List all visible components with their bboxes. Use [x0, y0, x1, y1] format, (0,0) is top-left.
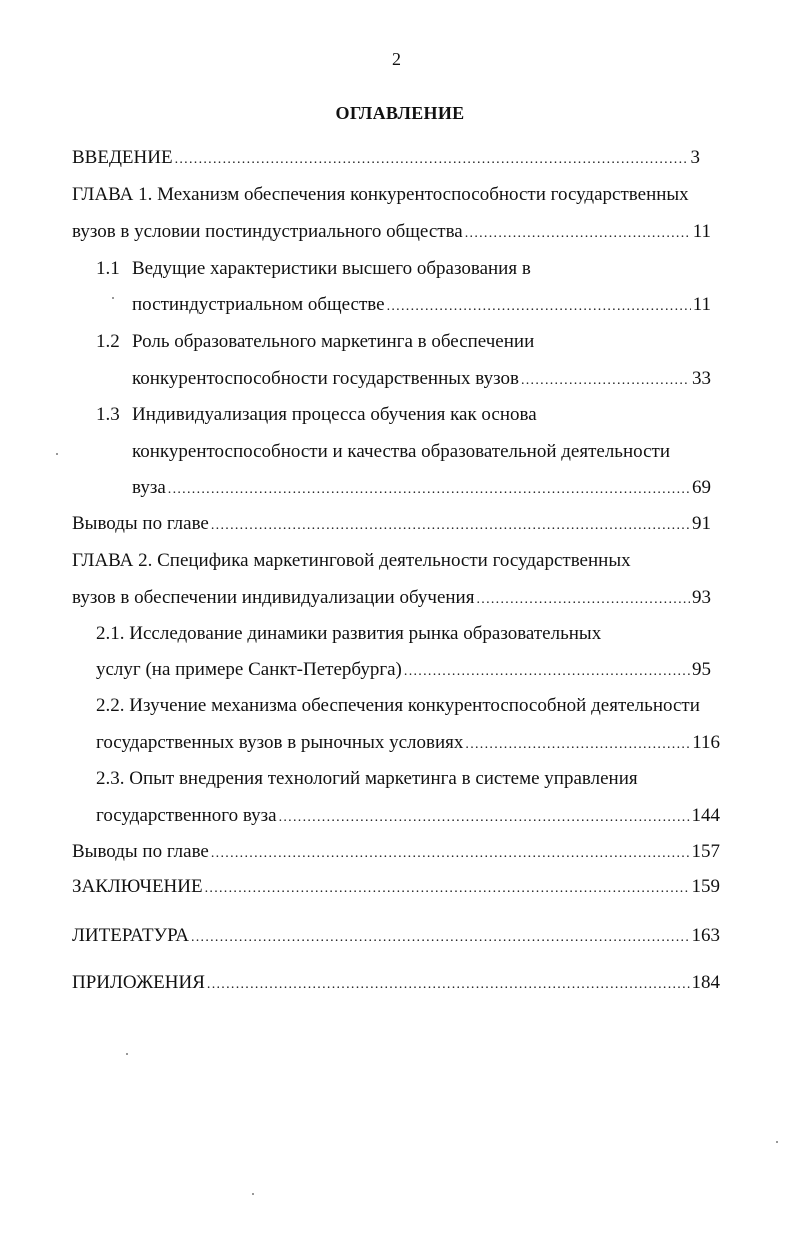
toc-entry-text: ЛИТЕРАТУРА [72, 925, 189, 946]
section-title: Индивидуализация процесса обучения как основа [132, 404, 537, 425]
dot-leader [205, 877, 690, 901]
toc-section-2-2-line-1[interactable]: 2.2. Изучение механизма обеспечения конкурентоспособной деятельности [96, 695, 700, 716]
dot-leader [465, 733, 690, 757]
toc-page-number: 163 [691, 925, 720, 946]
dot-leader [207, 973, 690, 997]
page-number: 2 [392, 49, 401, 69]
toc-section-1-2-line-1[interactable] [96, 330, 534, 354]
toc-page-number: 184 [691, 972, 720, 993]
dot-leader [387, 295, 691, 319]
dot-leader [168, 478, 690, 502]
toc-entry-text: конкурентоспособности государственных вузов [132, 368, 519, 389]
dot-leader [521, 369, 690, 393]
scan-speck [112, 297, 114, 299]
toc-page-number: 159 [691, 876, 720, 897]
toc-page-number: 93 [692, 587, 711, 608]
section-number: 1.1 [96, 258, 120, 279]
toc-page-number: 116 [692, 732, 720, 753]
section-title: Ведущие характеристики высшего образования в [132, 258, 531, 279]
toc-entry-literature[interactable] [72, 924, 720, 948]
toc-page-number: 144 [691, 805, 720, 826]
toc-page-number: 157 [691, 841, 720, 862]
toc-entry-chapter-1-conclusions[interactable] [72, 512, 711, 536]
toc-entry-text: услуг (на примере Санкт-Петербурга) [96, 659, 402, 680]
toc-entry-text: ВВЕДЕНИЕ [72, 147, 173, 168]
toc-page-number: 33 [692, 368, 711, 389]
toc-entry-section-2-2[interactable] [96, 731, 720, 755]
toc-entry-text: вузов в обеспечении индивидуализации обучения [72, 587, 475, 608]
toc-entry-text: Выводы по главе [72, 841, 209, 862]
toc-section-1-3-line-2[interactable]: конкурентоспособности и качества образовательной деятельности [132, 441, 671, 462]
toc-chapter-1-line-1[interactable]: ГЛАВА 1. Механизм обеспечения конкурентоспособности государственных [72, 184, 689, 205]
dot-leader [211, 514, 690, 538]
toc-entry-text: государственного вуза [96, 805, 277, 826]
dot-leader [175, 148, 689, 172]
scan-speck [776, 1141, 778, 1143]
toc-page-number: 3 [690, 147, 700, 168]
toc-entry-chapter-2[interactable] [72, 586, 711, 610]
toc-entry-section-1-3[interactable] [132, 476, 711, 500]
toc-entry-conclusion[interactable] [72, 875, 720, 899]
toc-entry-chapter-1[interactable] [72, 220, 711, 244]
dot-leader [465, 222, 691, 246]
scan-speck [56, 453, 58, 455]
toc-page-number: 11 [692, 294, 711, 315]
toc-section-1-3-line-1[interactable] [96, 403, 537, 427]
toc-entry-section-1-2[interactable] [132, 367, 711, 391]
section-title: Роль образовательного маркетинга в обеспечении [132, 331, 535, 352]
toc-entry-section-1-1[interactable] [132, 293, 711, 317]
toc-page-number: 69 [692, 477, 711, 498]
toc-entry-section-2-1[interactable] [96, 658, 711, 682]
toc-entry-chapter-2-conclusions[interactable] [72, 840, 720, 864]
toc-section-2-1-line-1[interactable]: 2.1. Исследование динамики развития рынка образовательных [96, 623, 602, 644]
toc-entry-text: вузов в условии постиндустриального общества [72, 221, 463, 242]
section-number: 1.3 [96, 404, 120, 425]
toc-entry-text: ПРИЛОЖЕНИЯ [72, 972, 205, 993]
section-number: 1.2 [96, 331, 120, 352]
toc-page-number: 95 [692, 659, 711, 680]
toc-section-2-3-line-1[interactable]: 2.3. Опыт внедрения технологий маркетинга в системе управления [96, 768, 638, 789]
dot-leader [404, 660, 690, 684]
toc-page-number: 11 [692, 221, 711, 242]
toc-entry-text: Выводы по главе [72, 513, 209, 534]
toc-entry-section-2-3[interactable] [96, 804, 720, 828]
scan-speck [252, 1193, 254, 1195]
toc-entry-text: вуза [132, 477, 166, 498]
toc-entry-intro[interactable] [72, 146, 700, 170]
scan-speck [126, 1053, 128, 1055]
toc-chapter-2-line-1[interactable]: ГЛАВА 2. Специфика маркетинговой деятельности государственных [72, 550, 631, 571]
dot-leader [279, 806, 690, 830]
toc-entry-text: ЗАКЛЮЧЕНИЕ [72, 876, 203, 897]
toc-entry-appendix[interactable] [72, 971, 720, 995]
toc-section-1-1-line-1[interactable] [96, 257, 531, 281]
toc-entry-text: государственных вузов в рыночных условиях [96, 732, 464, 753]
dot-leader [191, 926, 690, 950]
dot-leader [476, 588, 690, 612]
toc-page-number: 91 [692, 513, 711, 534]
toc-entry-text: постиндустриальном обществе [132, 294, 385, 315]
dot-leader [211, 842, 690, 866]
page-title: ОГЛАВЛЕНИЕ [335, 103, 465, 123]
